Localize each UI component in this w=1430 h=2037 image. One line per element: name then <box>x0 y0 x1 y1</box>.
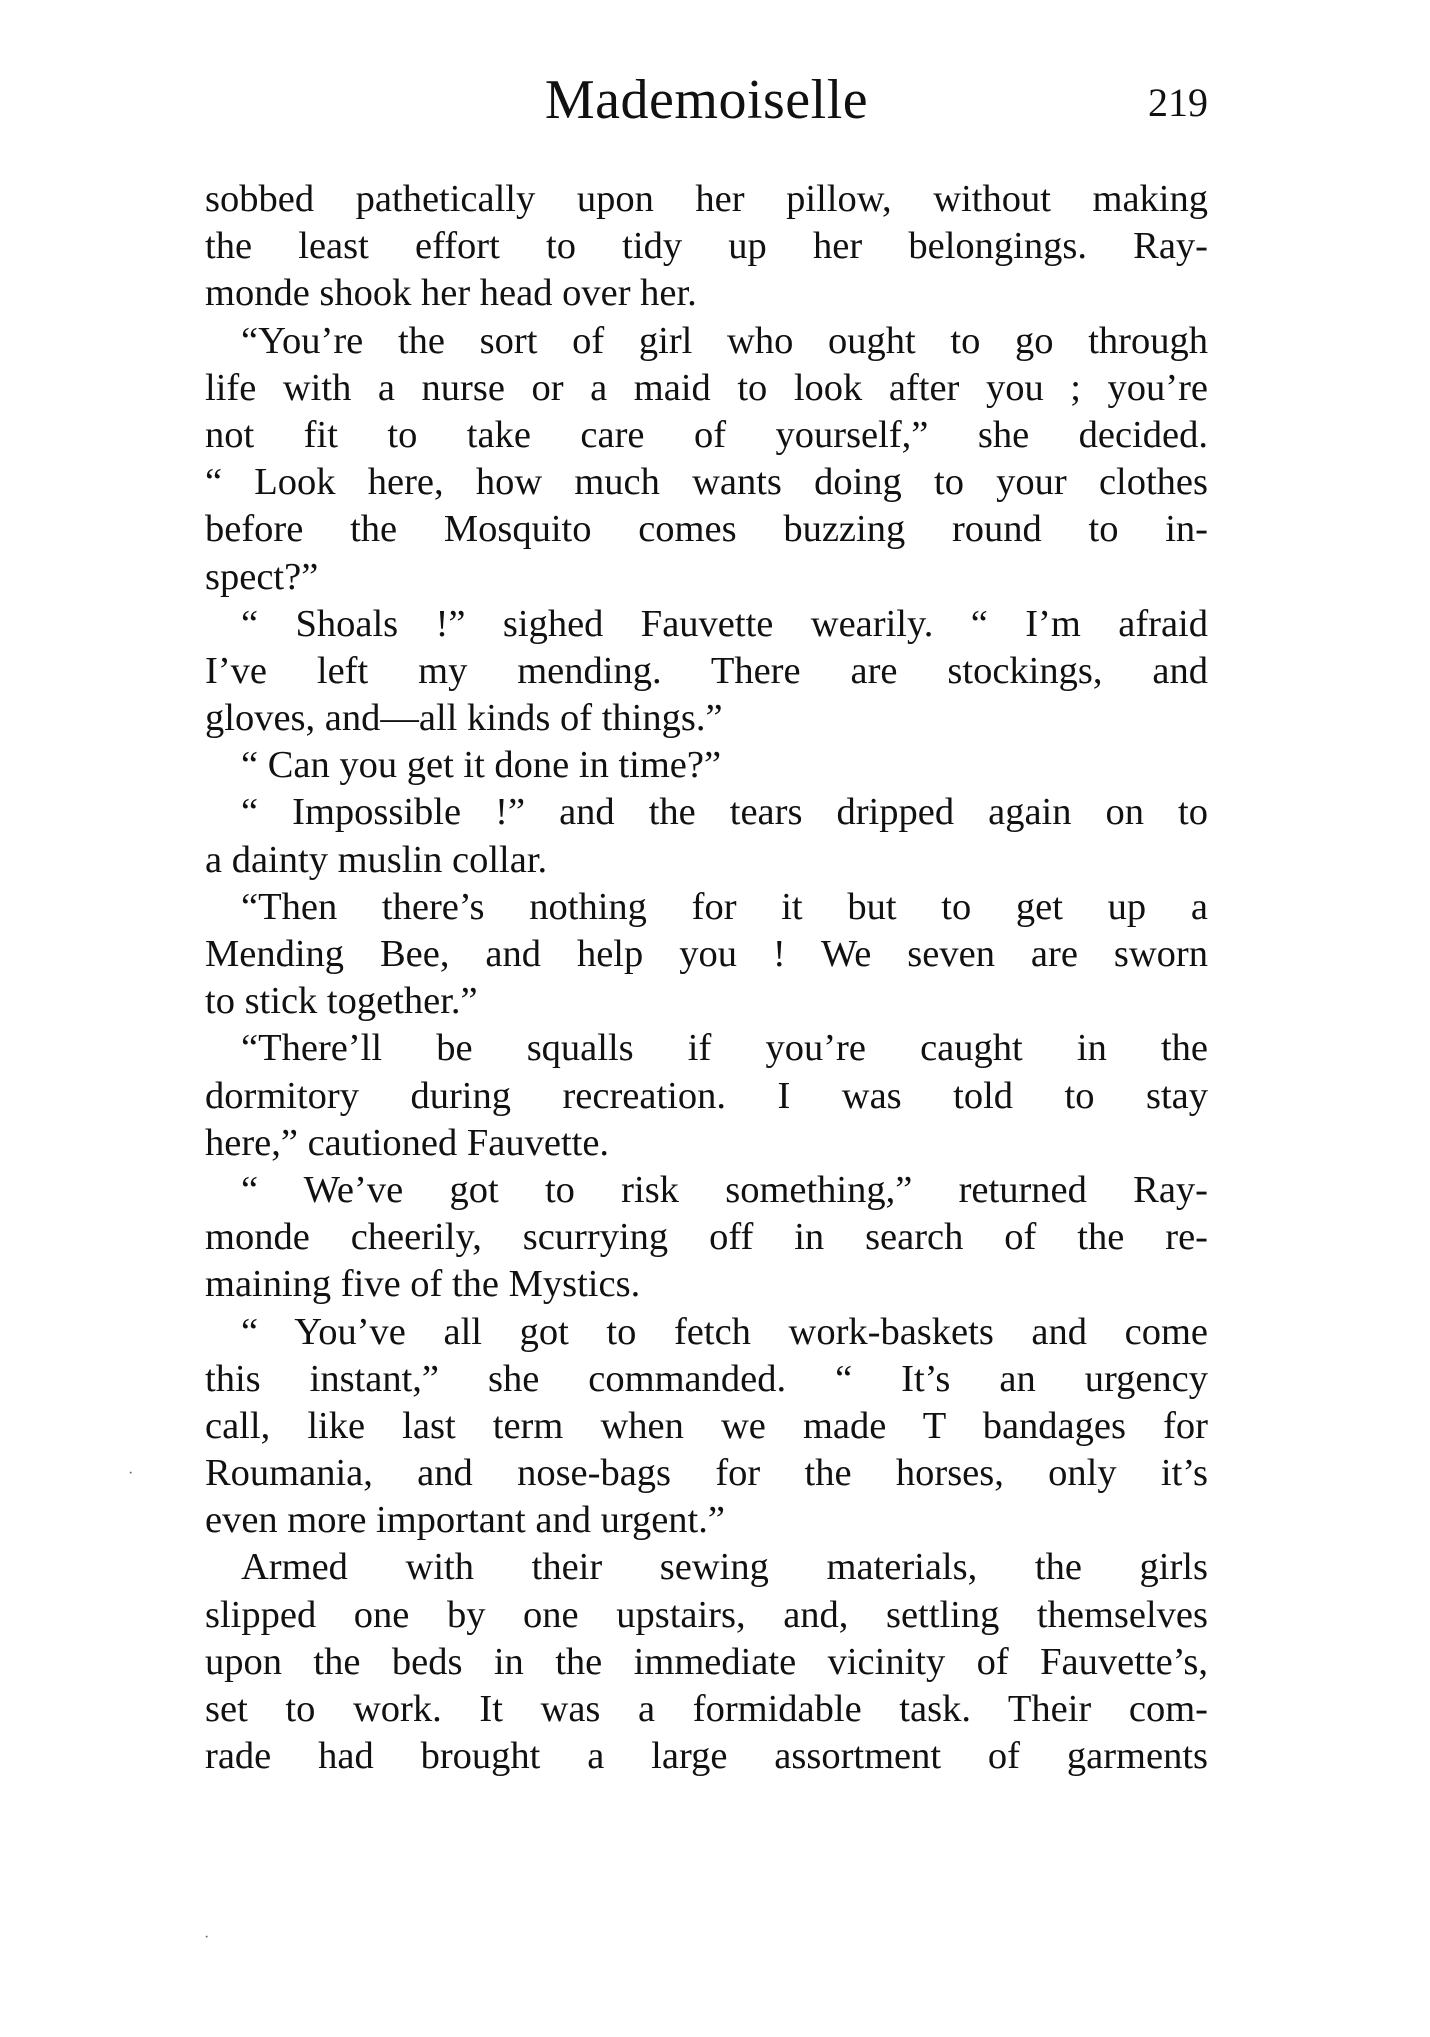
text-line: monde cheerily, scurrying off in search of the re- <box>205 1216 1208 1259</box>
running-title: Mademoiselle <box>544 69 869 131</box>
text-line: upon the beds in the immediate vicinity of Fauvette’s, <box>205 1640 1208 1683</box>
text-line: a dainty muslin collar. <box>205 838 548 881</box>
page-number: 219 <box>1148 80 1208 125</box>
text-line: life with a nurse or a maid to look after you ; you’re <box>205 366 1208 409</box>
text-line: “ Can you get it done in time?” <box>241 744 722 787</box>
text-line: Armed with their sewing materials, the girls <box>241 1546 1208 1589</box>
text-line: I’ve left my mending. There are stockings, and <box>205 649 1208 692</box>
text-line: slipped one by one upstairs, and, settling themselves <box>205 1593 1208 1636</box>
text-line: “ We’ve got to risk something,” returned Ray- <box>241 1168 1208 1211</box>
text-line: before the Mosquito comes buzzing round to in- <box>205 508 1208 551</box>
text-line: set to work. It was a formidable task. Their com- <box>205 1688 1208 1730</box>
text-line: not fit to take care of yourself,” she decided. <box>205 413 1208 456</box>
text-line: Roumania, and nose-bags for the horses, only it’s <box>205 1452 1208 1495</box>
text-line: gloves, and—all kinds of things.” <box>205 697 723 740</box>
margin-speck: · <box>204 1929 210 1946</box>
margin-speck: · <box>128 1465 134 1482</box>
running-head <box>205 68 1208 138</box>
text-line: “Then there’s nothing for it but to get up a <box>241 885 1208 928</box>
text-line: spect?” <box>205 555 319 598</box>
text-line: here,” cautioned Fauvette. <box>205 1121 610 1164</box>
text-line: dormitory during recreation. I was told to stay <box>205 1074 1208 1117</box>
text-line: monde shook her head over her. <box>205 272 697 315</box>
text-line: maining five of the Mystics. <box>205 1263 641 1306</box>
text-line: “There’ll be squalls if you’re caught in the <box>241 1027 1208 1070</box>
text-line: sobbed pathetically upon her pillow, without making <box>205 178 1208 220</box>
text-line: Mending Bee, and help you ! We seven are sworn <box>205 933 1208 975</box>
text-line: rade had brought a large assortment of garments <box>205 1735 1208 1778</box>
text-line: “ Impossible !” and the tears dripped again on to <box>241 791 1208 834</box>
text-line: to stick together.” <box>205 980 478 1023</box>
text-line: “ Look here, how much wants doing to your clothes <box>205 461 1208 504</box>
text-line: “ Shoals !” sighed Fauvette wearily. “ I’m afraid <box>241 602 1208 645</box>
text-line: even more important and urgent.” <box>205 1499 725 1542</box>
text-line: this instant,” she commanded. “ It’s an urgency <box>205 1357 1208 1400</box>
text-line: “ You’ve all got to fetch work-baskets and come <box>241 1310 1208 1353</box>
text-line: “You’re the sort of girl who ought to go through <box>241 319 1208 362</box>
body-text <box>205 176 1208 1780</box>
text-line: call, like last term when we made T bandages for <box>205 1404 1208 1447</box>
text-line: the least effort to tidy up her belongings. Ray- <box>205 225 1208 268</box>
